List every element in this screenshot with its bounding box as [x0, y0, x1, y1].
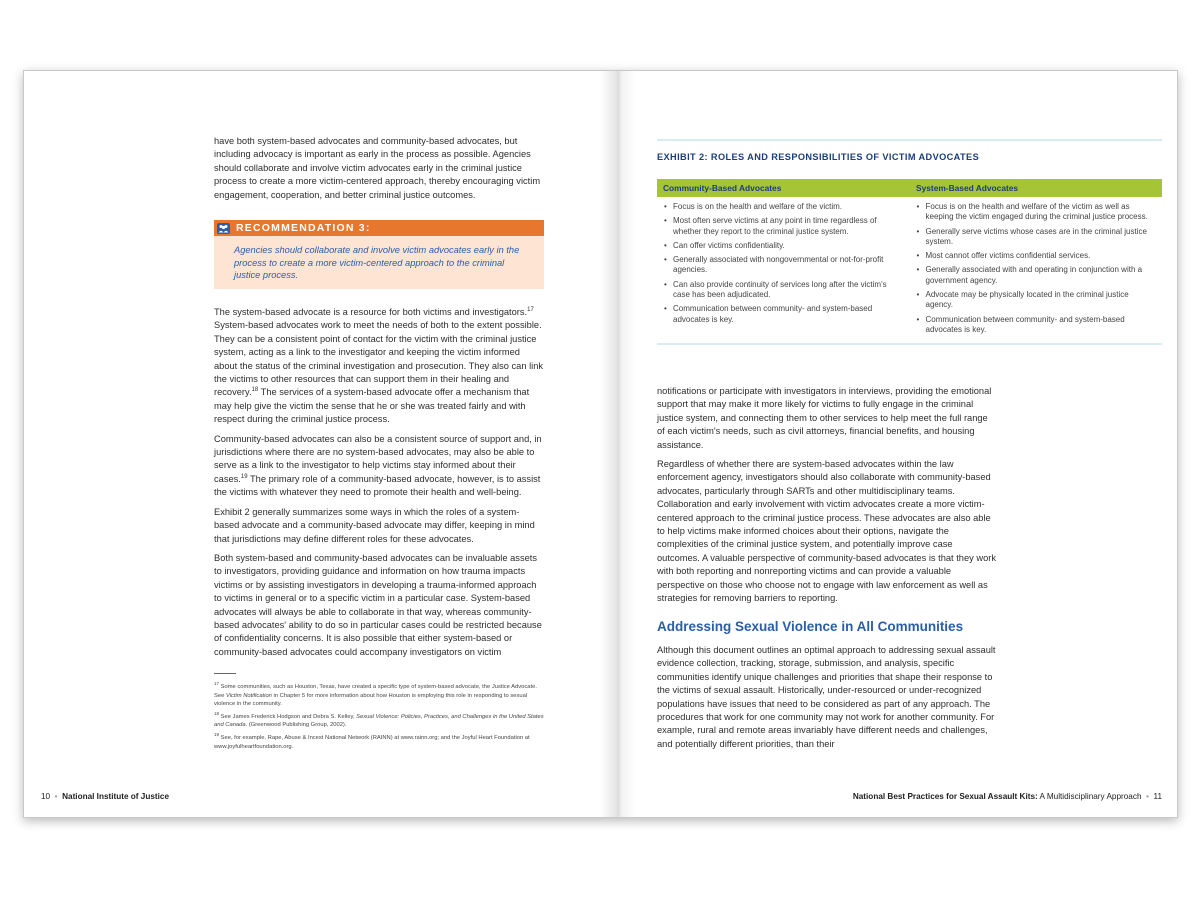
list-item: • Can offer victims confidentiality.: [663, 241, 900, 251]
list-item: • Advocate may be physically located in the criminal justice agency.: [916, 290, 1153, 311]
footnote-19: $^{19}$ See, for example, Rape, Abuse & Incest National Network (RAINN) at www.rainn.org; and the Joyful Heart Foundation at www.joyfulheartfoundation.org.: [214, 732, 530, 750]
paragraph-exhibit-summary: Exhibit 2 generally summarizes some ways in which the roles of a system-based advocate and a community-based advocate may differ, keeping in mind that jurisdictions may define different roles for these advocates.: [214, 506, 535, 544]
paragraph-regardless: Regardless of whether there are system-based advocates within the law enforcement agency, investigators should also collaborate with community-based advocates, particularly through SARTs and other multidisciplinary teams. Collaboration and early involvement with victim advocates create a more victim-centered approach to the criminal justice process. These advocates are also able to help victims make informed choices about their options, navigate the complexities of the criminal justice system, and potentially improve case outcomes. A valuable perspective of community-based advocates is that they work with both reporting and nonreporting victims and can provide a valuable perspective on those who choose not to engage with law enforcement as well as strategies for removing barriers to reporting.: [657, 459, 996, 604]
footnote-ref-19[interactable]: 19: [240, 473, 248, 480]
list-item: • Communication between community- and system-based advocates is key.: [663, 304, 900, 325]
footnotes: [214, 683, 544, 755]
community-based-list: [657, 202, 910, 339]
recommendation-text: Agencies should collaborate and involve victim advocates early in the process to create a more victim-centered approach to the criminal justice process.: [214, 236, 544, 289]
book-title-rest: A Multidisciplinary Approach: [1037, 792, 1142, 801]
exhibit-bottom-rule: [657, 343, 1162, 345]
recommendation-box: [214, 220, 544, 289]
list-item: • Focus is on the health and welfare of the victim as well as keeping the victim engaged during the criminal justice process.: [916, 202, 1153, 223]
page-number-right: 11: [1153, 792, 1162, 801]
footnote-divider: [214, 673, 236, 674]
footnote-ref-17[interactable]: 17: [527, 306, 534, 313]
paragraph-notifications: notifications or participate with investigators in interviews, providing the emotional support that may make it more likely for victims to fully engage in the criminal justice system, and connecting them to other services to help meet the full range of each victim's needs, such as civil attorneys, financial benefits, and housing assistance.: [657, 386, 992, 450]
footnote-18: $^{18}$ See James Frederick Hodgson and Debra S. Kelley, Sexual Violence: Policies, Practices, and Challenges in the United States and Canada. (Greenwood Publishing Group, 2002).: [214, 710, 544, 729]
paragraph-system-based: The system-based advocate is a resource for both victims and investigators.$^{17}$ System-based advocates work to meet the needs of both to the extent possible. They can be a consistent point of contact for the victim with the criminal justice system, acting as a link to the investigator and keeping the victim informed about the status of the criminal investigation and prosecution. They also can link the victims to other resources that can support them in their healing and recovery.$^{18}$ The services of a system-based advocate offer a mechanism that may help give the victim the sense that he or she was treated fairly and with respect during the criminal justice process.: [214, 306, 544, 425]
right-body-lower: [657, 644, 997, 757]
right-body-upper: [657, 385, 997, 612]
exhibit-2: [657, 139, 1162, 345]
exhibit-top-rule: [657, 139, 1162, 141]
list-item: • Communication between community- and system-based advocates is key.: [916, 315, 1153, 336]
system-based-list: [910, 202, 1163, 339]
exhibit-table: [657, 179, 1162, 345]
publisher-title: National Institute of Justice: [62, 792, 170, 801]
exhibit-table-body: [657, 197, 1162, 339]
section-heading: Addressing Sexual Violence in All Communities: [657, 619, 964, 634]
paragraph-invaluable-assets: Both system-based and community-based advocates can be invaluable assets to investigators, providing guidance and information on how trauma impacts victims or by assisting investigators in developing a trauma-informed approach to victims in general or to a specific victim in a particular case. System-based advocates will always be able to collaborate in that way, whereas community-based advocates' ability to do so in particular cases could be restricted because of confidentiality concerns. It is also possible that either system-based or community-based advocates could accompany investigators on victim: [214, 552, 542, 657]
list-item: • Focus is on the health and welfare of the victim.: [663, 202, 900, 212]
page-number-left: 10: [41, 792, 51, 801]
list-item: • Generally associated with and operating in conjunction with a government agency.: [916, 265, 1153, 286]
paragraph-communities: Although this document outlines an optimal approach to addressing sexual assault evidence collection, tracking, storage, submission, and analysis, specific communities identify unique challenges and priorities that shape their response to the victims of sexual assault. Historically, under-resourced or under-recognized populations have issues that need to be considered as part of any approach. The procedures that work for one community may not work for another community. For example, rural and remote areas invariably have different needs and challenges, and potentially different priorities, than their: [657, 645, 996, 749]
list-item: • Generally serve victims whose cases are in the criminal justice system.: [916, 227, 1153, 248]
list-item: • Most cannot offer victims confidential services.: [916, 251, 1153, 261]
exhibit-title: EXHIBIT 2: ROLES AND RESPONSIBILITIES OF VICTIM ADVOCATES: [657, 152, 980, 162]
left-body: [214, 306, 544, 665]
right-page: [601, 71, 1179, 817]
community-based-header: Community-Based Advocates: [663, 183, 782, 193]
left-page: [24, 71, 601, 817]
list-item: • Generally associated with nongovernmental or not-for-profit agencies.: [663, 255, 900, 276]
paragraph-community-based: Community-based advocates can also be a consistent source of support and, in jurisdictions where there are no system-based advocates, may also be able to serve as a link to the investigator to help victims stay informed about their cases.$^{19}$ The primary role of a community-based advocate, however, is to assist the victims with whatever they need to promote their health and well-being.: [214, 433, 542, 498]
people-group-icon: [217, 223, 230, 234]
book-title-bold: National Best Practices for Sexual Assault Kits:: [852, 792, 1038, 801]
footnote-17: $^{17}$ Some communities, such as Houston, Texas, have created a specific type of system-based advocate, the Justice Advocate. See Victim Notification in Chapter 5 for more information about how Houston is employing this role in responding to sexual violence in the community.: [214, 681, 537, 708]
list-item: • Most often serve victims at any point in time regardless of whether they report to the criminal justice system.: [663, 216, 900, 237]
recommendation-header: [214, 220, 544, 236]
list-item: • Can also provide continuity of services long after the victim's case has been adjudicated.: [663, 280, 900, 301]
recommendation-title: RECOMMENDATION 3:: [236, 222, 371, 234]
left-folio: 10 • National Institute of Justice: [41, 792, 170, 801]
book-spread: [23, 70, 1178, 818]
system-based-header: System-Based Advocates: [916, 183, 1019, 193]
right-folio: National Best Practices for Sexual Assault Kits: A Multidisciplinary Approach • 11: [852, 792, 1162, 801]
intro-paragraph: have both system-based advocates and community-based advocates, but including advocacy is important as early in the process as possible. Agencies should collaborate and involve victim advocates early in the criminal justice process to create a more victim-centered approach, thereby encouraging victim engagement, cooperation, and better criminal justice outcomes.: [214, 136, 541, 200]
exhibit-table-header: [657, 179, 1162, 197]
footnote-ref-18[interactable]: 18: [251, 387, 259, 394]
left-intro: [214, 135, 544, 208]
